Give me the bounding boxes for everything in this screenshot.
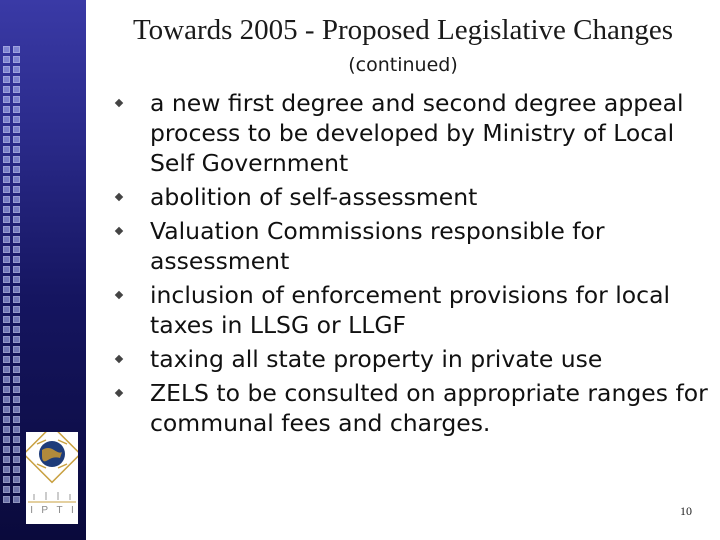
decorative-square bbox=[13, 266, 20, 273]
decorative-square bbox=[3, 406, 10, 413]
slide-title: Towards 2005 - Proposed Legislative Changes bbox=[132, 14, 673, 46]
decorative-square bbox=[3, 416, 10, 423]
bullet-item bbox=[112, 378, 712, 438]
decorative-square bbox=[13, 186, 20, 193]
decorative-square bbox=[13, 216, 20, 223]
decorative-square bbox=[3, 466, 10, 473]
decorative-square bbox=[3, 226, 10, 233]
decorative-square bbox=[3, 56, 10, 63]
decorative-square bbox=[3, 426, 10, 433]
decorative-square bbox=[13, 106, 20, 113]
decorative-square bbox=[13, 226, 20, 233]
slide-subtitle: (continued) bbox=[348, 54, 458, 76]
decorative-square bbox=[3, 246, 10, 253]
decorative-square bbox=[13, 406, 20, 413]
decorative-square bbox=[3, 166, 10, 173]
decorative-square bbox=[3, 116, 10, 123]
decorative-square bbox=[13, 96, 20, 103]
decorative-square bbox=[3, 306, 10, 313]
decorative-square bbox=[3, 486, 10, 493]
decorative-square bbox=[3, 236, 10, 243]
logo-letter: T bbox=[56, 505, 63, 516]
decorative-square bbox=[13, 456, 20, 463]
decorative-square bbox=[3, 216, 10, 223]
decorative-square bbox=[13, 376, 20, 383]
decorative-square bbox=[3, 136, 10, 143]
diamond-bullet-icon bbox=[115, 193, 123, 201]
bullet-text: inclusion of enforcement provisions for local taxes in LLSG or LLGF bbox=[150, 281, 671, 339]
bullet-item bbox=[112, 216, 712, 276]
decorative-square bbox=[13, 346, 20, 353]
bullet-item bbox=[112, 182, 712, 212]
decorative-square bbox=[13, 176, 20, 183]
diamond-bullet-icon bbox=[115, 389, 123, 397]
decorative-square bbox=[3, 436, 10, 443]
decorative-square bbox=[13, 136, 20, 143]
bullet-list bbox=[112, 88, 712, 442]
decorative-square bbox=[3, 46, 10, 53]
decorative-square bbox=[13, 386, 20, 393]
diamond-bullet-icon bbox=[115, 355, 123, 363]
decorative-square bbox=[13, 116, 20, 123]
decorative-square bbox=[13, 156, 20, 163]
decorative-square bbox=[13, 236, 20, 243]
decorative-square bbox=[13, 166, 20, 173]
decorative-square bbox=[3, 76, 10, 83]
decorative-square bbox=[3, 286, 10, 293]
decorative-square bbox=[3, 96, 10, 103]
decorative-square bbox=[3, 496, 10, 503]
decorative-square bbox=[13, 316, 20, 323]
decorative-square bbox=[13, 56, 20, 63]
decorative-square bbox=[13, 326, 20, 333]
decorative-square bbox=[3, 476, 10, 483]
decorative-square bbox=[13, 496, 20, 503]
decorative-square bbox=[13, 296, 20, 303]
bullet-item bbox=[112, 344, 712, 374]
decorative-square bbox=[13, 196, 20, 203]
decorative-square bbox=[3, 366, 10, 373]
decorative-square bbox=[3, 276, 10, 283]
decorative-square bbox=[13, 146, 20, 153]
decorative-square bbox=[13, 466, 20, 473]
decorative-square bbox=[13, 46, 20, 53]
decorative-square bbox=[13, 246, 20, 253]
decorative-square bbox=[3, 446, 10, 453]
decorative-square bbox=[3, 346, 10, 353]
diamond-bullet-icon bbox=[115, 291, 123, 299]
decorative-square bbox=[3, 316, 10, 323]
decorative-square bbox=[3, 186, 10, 193]
decorative-square bbox=[13, 86, 20, 93]
decorative-square bbox=[3, 386, 10, 393]
decorative-square bbox=[3, 156, 10, 163]
decorative-square bbox=[3, 126, 10, 133]
decorative-square bbox=[13, 416, 20, 423]
decorative-square bbox=[3, 266, 10, 273]
bullet-item bbox=[112, 88, 712, 178]
decorative-square bbox=[13, 426, 20, 433]
decorative-square bbox=[13, 286, 20, 293]
decorative-square bbox=[13, 66, 20, 73]
logo-letter: I bbox=[70, 505, 74, 516]
page-number: 10 bbox=[680, 504, 692, 518]
bullet-text: a new first degree and second degree appeal process to be developed by Ministry of Local Self Government bbox=[150, 89, 684, 177]
decorative-square bbox=[3, 356, 10, 363]
decorative-square bbox=[3, 176, 10, 183]
decorative-square bbox=[13, 276, 20, 283]
ipti-logo bbox=[26, 432, 78, 524]
decorative-square bbox=[3, 206, 10, 213]
decorative-square bbox=[13, 366, 20, 373]
logo-text bbox=[26, 505, 78, 516]
logo-letter: P bbox=[41, 505, 49, 516]
bullet-text: abolition of self-assessment bbox=[150, 183, 478, 211]
decorative-square bbox=[3, 396, 10, 403]
decorative-square bbox=[3, 86, 10, 93]
decorative-square bbox=[13, 396, 20, 403]
diamond-bullet-icon bbox=[115, 99, 123, 107]
decorative-square bbox=[3, 146, 10, 153]
decorative-square bbox=[13, 446, 20, 453]
decorative-square bbox=[13, 126, 20, 133]
decorative-square bbox=[13, 256, 20, 263]
decorative-square bbox=[13, 336, 20, 343]
decorative-square bbox=[13, 306, 20, 313]
sidebar-squares-right bbox=[13, 46, 20, 503]
bullet-text: ZELS to be consulted on appropriate ranges for communal fees and charges. bbox=[150, 379, 708, 437]
decorative-square bbox=[3, 376, 10, 383]
logo-letter: I bbox=[30, 505, 33, 516]
decorative-square bbox=[13, 486, 20, 493]
sidebar-squares-left bbox=[3, 46, 10, 503]
diamond-bullet-icon bbox=[115, 227, 123, 235]
bullet-text: Valuation Commissions responsible for assessment bbox=[150, 217, 605, 275]
decorative-square bbox=[3, 336, 10, 343]
decorative-square bbox=[3, 106, 10, 113]
decorative-square bbox=[3, 296, 10, 303]
decorative-square bbox=[13, 356, 20, 363]
decorative-square bbox=[3, 196, 10, 203]
decorative-square bbox=[13, 206, 20, 213]
decorative-square bbox=[13, 476, 20, 483]
decorative-square bbox=[3, 326, 10, 333]
decorative-square bbox=[3, 66, 10, 73]
decorative-square bbox=[13, 436, 20, 443]
decorative-square bbox=[3, 456, 10, 463]
bullet-item bbox=[112, 280, 712, 340]
decorative-square bbox=[13, 76, 20, 83]
bullet-text: taxing all state property in private use bbox=[150, 345, 603, 373]
decorative-square bbox=[3, 256, 10, 263]
